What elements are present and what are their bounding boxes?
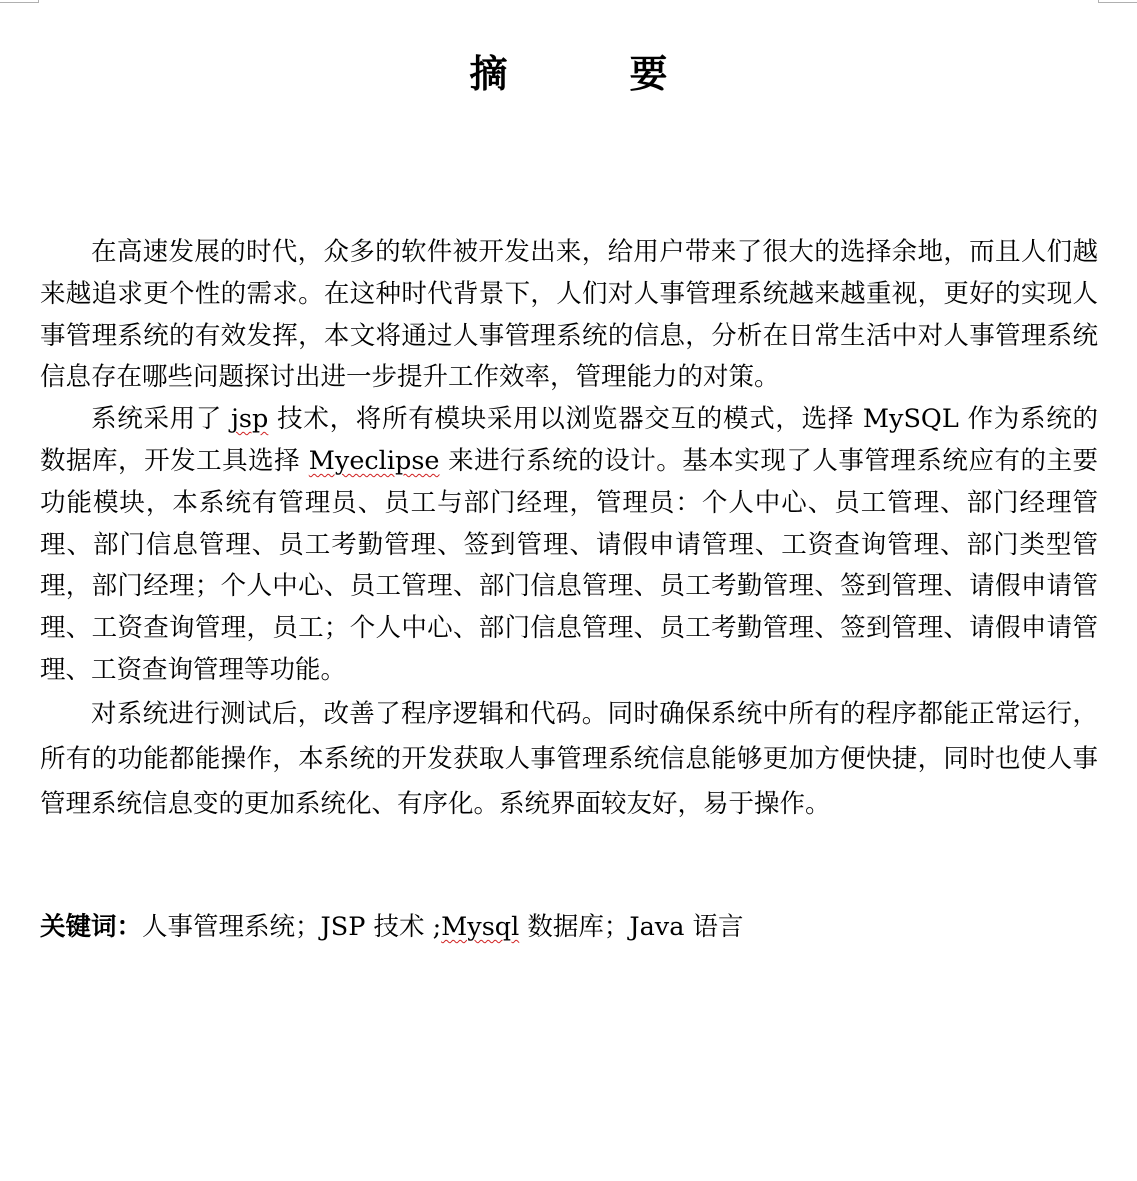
page-corner-mark-right (1098, 0, 1137, 3)
paragraph-2-text-c: 来进行系统的设计。基本实现了人事管理系统应有的主要功能模块，本系统有管理员、员工与部门经理，管理员：个人中心、员工管理、部门经理管理、部门信息管理、员工考勤管理、签到管理、请假申请管理、工资查询管理、部门类型管理，部门经理；个人中心、员工管理、部门信息管理、员工考勤管理、签到管理、请假申请管理、工资查询管理，员工；个人中心、部门信息管理、员工考勤管理、签到管理、请假申请管理、工资查询管理等功能。 (40, 445, 1099, 685)
abstract-body (40, 232, 1098, 827)
paragraph-2-text-b: 技术，将所有模块采用以浏览器交互的模式，选择 MySQL 作为系统的数据库，开发工具选择 (40, 404, 1098, 476)
abstract-title: 摘 要 (469, 52, 710, 96)
spellcheck-word-mysql: Mysql (441, 912, 520, 942)
abstract-paragraph-3: 对系统进行测试后，改善了程序逻辑和代码。同时确保系统中所有的程序都能正常运行，所有的功能都能操作，本系统的开发获取人事管理系统信息能够更加方便快捷，同时也使人事管理系统信息变的更加系统化、有序化。系统界面较友好，易于操作。 (40, 698, 1098, 819)
spellcheck-word-myeclipse: Myeclipse (308, 445, 440, 476)
page-corner-mark-left (0, 0, 39, 3)
paragraph-2-text-a: 系统采用了 (91, 404, 231, 435)
abstract-paragraph-2 (40, 399, 1098, 692)
keywords-text-b: 数据库；Java 语言 (519, 912, 744, 942)
keywords-label: 关键词： (40, 912, 143, 942)
abstract-paragraph-1: 在高速发展的时代，众多的软件被开发出来，给用户带来了很大的选择余地，而且人们越来越追求更个性的需求。在这种时代背景下，人们对人事管理系统越来越重视，更好的实现人事管理系统的有效发挥，本文将通过人事管理系统的信息，分析在日常生活中对人事管理系统信息存在哪些问题探讨出进一步提升工作效率，管理能力的对策。 (40, 237, 1098, 393)
keywords-text-a: 人事管理系统；JSP 技术 ; (142, 912, 442, 942)
spellcheck-word-jsp: jsp (230, 404, 269, 435)
keywords-line (40, 907, 1098, 948)
